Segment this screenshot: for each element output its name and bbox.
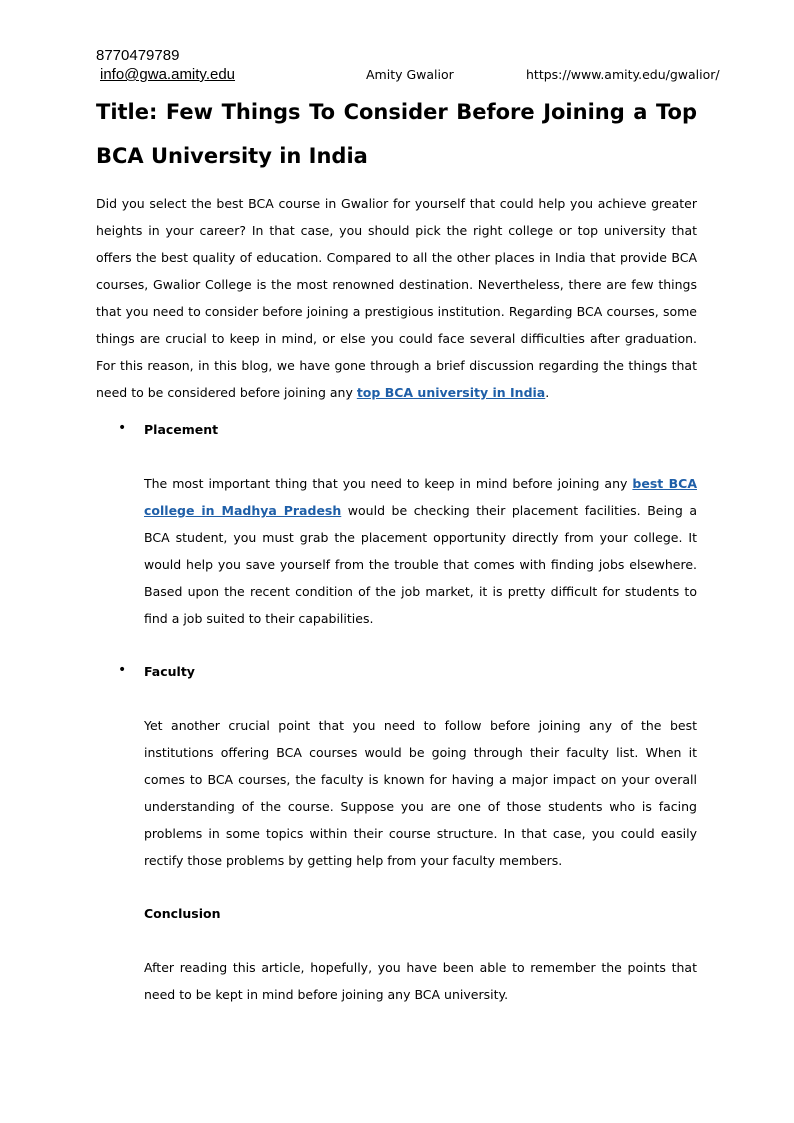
placement-paragraph [144, 470, 697, 632]
intro-text-end: . [545, 385, 550, 400]
bullet-placement: • [118, 420, 127, 436]
bullet-faculty: • [118, 662, 127, 678]
placement-text-rest: would be checking their placement facilities. Being a BCA student, you must grab the placement opportunity directly from your college. It would help you save yourself from the trouble that comes with finding jobs elsewhere. Based upon the recent condition of the job market, it is pretty difficult for students to find a job suited to their capabilities. [144, 503, 697, 626]
intro-text: Did you select the best BCA course in Gwalior for yourself that could help you achieve greater heights in your career? In that case, you should pick the right college or top university that offers the best quality of education. Compared to all the other places in India that provide BCA courses, Gwalior College is the most renowned destination. Nevertheless, there are few things that you need to consider before joining a prestigious institution. Regarding BCA courses, some things are crucial to keep in mind, or else you could face several difficulties after graduation. For this reason, in this blog, we have gone through a brief discussion regarding the things that need to be considered before joining any [96, 196, 697, 400]
best-bca-college-link[interactable]: best BCA college in Madhya Pradesh [144, 476, 697, 518]
header-center-text: Amity Gwalior [366, 67, 454, 82]
header-phone: 8770479789 [96, 47, 180, 64]
intro-paragraph [96, 190, 697, 406]
heading-faculty: Faculty [144, 664, 195, 679]
header-url: https://www.amity.edu/gwalior/ [526, 67, 720, 82]
faculty-paragraph: Yet another crucial point that you need to follow before joining any of the best institutions offering BCA courses would be going through their faculty list. When it comes to BCA courses, the faculty is known for having a major impact on your overall understanding of the course. Suppose you are one of those students who is facing problems in some topics within their course structure. In that case, you could easily rectify those problems by getting help from your faculty members. [144, 718, 697, 868]
heading-conclusion: Conclusion [144, 906, 221, 921]
top-bca-university-link[interactable]: top BCA university in India [356, 385, 546, 400]
heading-placement: Placement [144, 422, 219, 437]
document-title: Title: Few Things To Consider Before Joining a Top BCA University in India [96, 100, 697, 168]
header-email-link[interactable]: info@gwa.amity.edu [100, 66, 236, 83]
placement-text: The most important thing that you need to keep in mind before joining any [144, 476, 633, 491]
header-row [96, 66, 736, 84]
conclusion-paragraph: After reading this article, hopefully, you have been able to remember the points that need to be kept in mind before joining any BCA university. [144, 960, 697, 1002]
